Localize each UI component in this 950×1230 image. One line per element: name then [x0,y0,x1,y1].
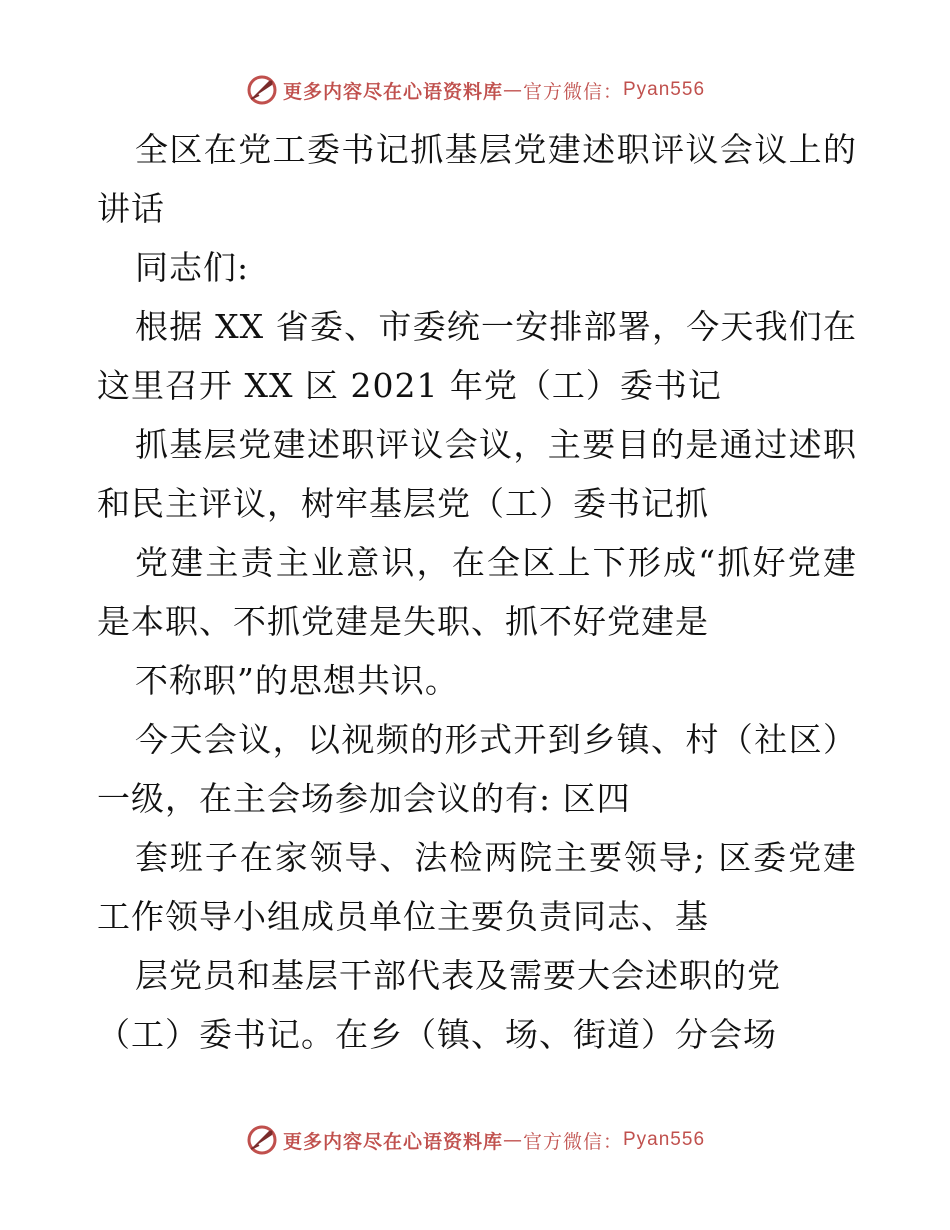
footer-watermark [0,1120,950,1160]
feather-seal-icon [245,1123,279,1157]
document-line: 层党员和基层干部代表及需要大会述职的党 [135,956,781,995]
document-body [97,120,857,1064]
watermark-separator: — [502,1129,523,1151]
document-line: 同志们: [135,248,250,287]
document-line: 这里召开 XX 区 2021 年党（工）委书记 [97,366,722,405]
document-line: 一级，在主会场参加会议的有: 区四 [97,779,631,818]
watermark-wechat-id: Pyan556 [623,1129,706,1150]
watermark-text: 更多内容尽在心语资料库 [282,1130,503,1153]
watermark-separator: — [502,79,523,101]
feather-seal-icon [245,73,279,107]
document-line: 全区在党工委书记抓基层党建述职评议会议上的 [135,130,857,169]
header-watermark [0,70,950,110]
watermark-wechat-id: Pyan556 [623,79,706,100]
watermark-wechat-label: 官方微信： [522,80,623,103]
document-line: （工）委书记。在乡（镇、场、街道）分会场 [97,1015,777,1054]
document-line: 讲话 [97,189,165,228]
document-line: 工作领导小组成员单位主要负责同志、基 [97,897,709,936]
document-line: 抓基层党建述职评议会议，主要目的是通过述职 [135,425,857,464]
document-line: 不称职”的思想共识。 [135,661,459,700]
document-line: 党建主责主业意识，在全区上下形成“抓好党建 [135,543,857,582]
watermark-wechat-label: 官方微信： [522,1130,623,1153]
document-line: 套班子在家领导、法检两院主要领导; 区委党建 [135,838,857,877]
document-line: 是本职、不抓党建是失职、抓不好党建是 [97,602,709,641]
document-line: 根据 XX 省委、市委统一安排部署，今天我们在 [135,307,857,346]
watermark-text: 更多内容尽在心语资料库 [282,80,503,103]
document-line: 今天会议，以视频的形式开到乡镇、村（社区） [135,720,857,759]
document-line: 和民主评议，树牢基层党（工）委书记抓 [97,484,709,523]
